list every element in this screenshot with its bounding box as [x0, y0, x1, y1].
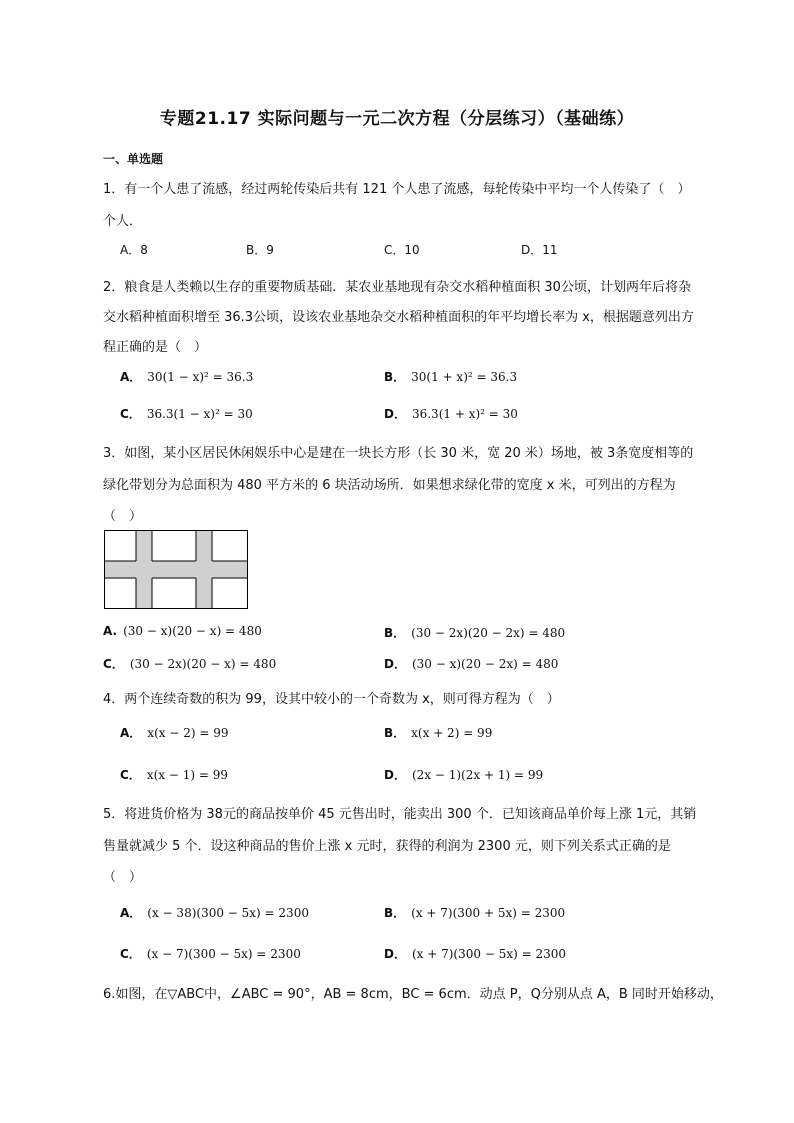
q1-option-a: A．8 [120, 243, 148, 257]
q3-option-a [103, 624, 262, 638]
q5-option-d-equation: (x + 7)(300 − 5x) = 2300 [411, 947, 566, 961]
q2-option-c-label: C． [120, 407, 141, 421]
q2-option-a [120, 368, 253, 385]
q1-option-c: C．10 [384, 243, 420, 257]
q5-line-1: 5．将进货价格为 38元的商品按单价 45 元售出时，能卖出 300 个．已知该商品单价每上涨 1元，其销 [103, 807, 697, 822]
q3-option-c [103, 655, 276, 672]
q3-option-b [384, 624, 565, 641]
q6-line-1: 6.如图，在▽ABC中，∠ABC = 90°，AB = 8cm，BC = 6cm．动点 P，Q分别从点 A，B 同时开始移动， [103, 987, 723, 1002]
q2-option-d-label: D． [384, 407, 406, 421]
q2-option-c-equation: 36.3(1 − x)² = 30 [146, 407, 253, 421]
q5-option-b-label: B． [384, 906, 406, 920]
q3-option-d-equation: (30 − x)(20 − 2x) = 480 [411, 657, 559, 671]
rectangle-field-figure [104, 530, 249, 610]
q2-option-d-equation: 36.3(1 + x)² = 30 [411, 407, 518, 421]
q2-option-a-label: A． [120, 370, 142, 384]
q5-option-a-label: A． [120, 906, 142, 920]
q3-line-3: （ ） [103, 509, 143, 524]
q3-option-c-label: C． [103, 657, 124, 671]
q5-option-d [384, 945, 566, 962]
q4-line-1: 4．两个连续奇数的积为 99，设其中较小的一个奇数为 x，则可得方程为（ ） [103, 692, 560, 707]
q5-line-2: 售量就减少 5 个．设这种商品的售价上涨 x 元时，获得的利润为 2300 元，则下列关系式正确的是 [103, 839, 671, 854]
q4-option-a-label: A． [120, 726, 142, 740]
q4-option-c-label: C． [120, 768, 141, 782]
q5-option-b-equation: (x + 7)(300 + 5x) = 2300 [411, 906, 566, 920]
q1-line-2: 个人． [103, 214, 143, 229]
q2-option-c [120, 405, 253, 422]
q5-option-a [120, 904, 309, 921]
q4-option-b-equation: x(x + 2) = 99 [411, 726, 493, 740]
q4-option-a-equation: x(x − 2) = 99 [147, 726, 229, 740]
q4-option-b-label: B． [384, 726, 406, 740]
q2-line-1: 2．粮食是人类赖以生存的重要物质基础．某农业基地现有杂交水稻种植面积 30公顷，计划两年后将杂 [103, 280, 691, 295]
q4-option-d-label: D． [384, 768, 406, 782]
q2-option-a-equation: 30(1 − x)² = 36.3 [147, 370, 254, 384]
q3-option-c-equation: (30 − 2x)(20 − x) = 480 [129, 657, 277, 671]
q4-option-c-equation: x(x − 1) = 99 [146, 768, 228, 782]
q3-option-b-equation: (30 − 2x)(20 − 2x) = 480 [411, 626, 566, 640]
q3-line-2: 绿化带划分为总面积为 480 平方米的 6 块活动场所．如果想求绿化带的宽度 x 米，可列出的方程为 [103, 478, 676, 493]
page-title: 专题21.17 实际问题与一元二次方程（分层练习）（基础练） [159, 109, 635, 129]
q5-option-c-label: C． [120, 947, 141, 961]
q2-line-3: 程正确的是（ ） [103, 340, 208, 355]
q2-line-2: 交水稻种植面积增至 36.3公顷，设该农业基地杂交水稻种植面积的年平均增长率为 x，根据题意列出方 [103, 310, 694, 325]
q4-option-b [384, 724, 492, 741]
q5-option-c-equation: (x − 7)(300 − 5x) = 2300 [146, 947, 301, 961]
horizontal-green-belt [105, 561, 247, 578]
q1-option-d: D．11 [521, 243, 558, 257]
q4-option-a [120, 724, 228, 741]
q3-option-d-label: D． [384, 657, 406, 671]
q5-option-c [120, 945, 301, 962]
q1-option-b: B．9 [246, 243, 274, 257]
q3-option-b-label: B． [384, 626, 406, 640]
q5-option-d-label: D． [384, 947, 406, 961]
q2-option-b-equation: 30(1 + x)² = 36.3 [411, 370, 518, 384]
vertical-green-belt-right [196, 531, 212, 608]
q3-option-d [384, 655, 558, 672]
q4-option-d-equation: (2x − 1)(2x + 1) = 99 [411, 768, 544, 782]
q5-line-3: （ ） [103, 870, 143, 885]
section-heading: 一、单选题 [103, 152, 164, 166]
q4-option-d [384, 766, 543, 783]
q3-option-a-equation: (30 − x)(20 − x) = 480 [123, 624, 262, 638]
q2-option-d [384, 405, 518, 422]
q3-line-1: 3．如图，某小区居民休闲娱乐中心是建在一块长方形（长 30 米，宽 20 米）场地，被 3条宽度相等的 [103, 446, 694, 461]
q2-option-b-label: B． [384, 370, 406, 384]
q3-option-a-label: A. [103, 624, 118, 638]
vertical-green-belt-left [136, 531, 152, 608]
q5-option-b [384, 904, 565, 921]
q4-option-c [120, 766, 228, 783]
q1-line-1: 1．有一个人患了流感，经过两轮传染后共有 121 个人患了流感，每轮传染中平均一个人传染了（ ） [103, 182, 691, 197]
q5-option-a-equation: (x − 38)(300 − 5x) = 2300 [147, 906, 309, 920]
q2-option-b [384, 368, 517, 385]
